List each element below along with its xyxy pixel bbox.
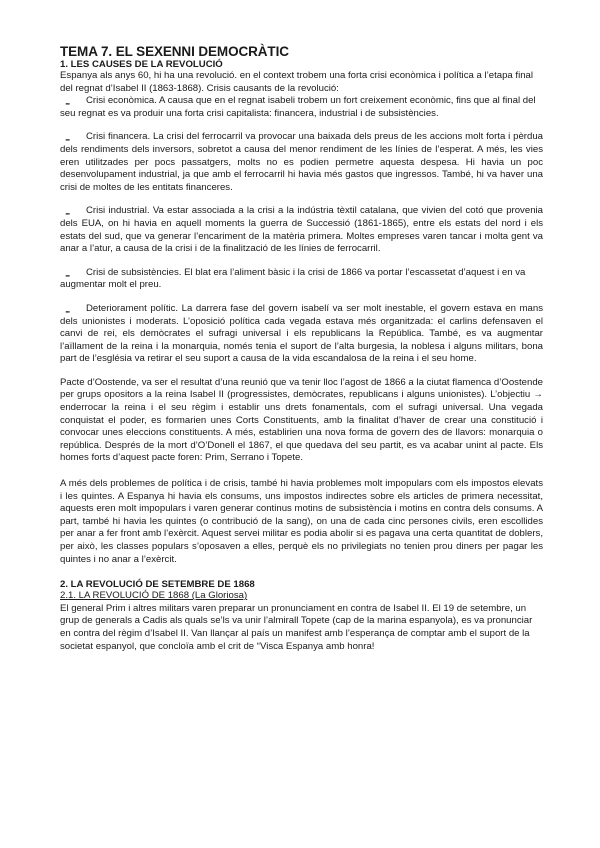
page-title: TEMA 7. EL SEXENNI DEMOCRÀTIC — [60, 44, 289, 59]
bullet-dash: - — [65, 131, 71, 149]
section-1-heading: 1. LES CAUSES DE LA REVOLUCIÓ — [60, 59, 223, 70]
section-2-heading: 2. LA REVOLUCIÓ DE SETEMBRE DE 1868 — [60, 579, 255, 591]
bullet-item-subsistence — [60, 267, 543, 292]
bullet-dash: - — [65, 302, 71, 320]
bullet-dash: - — [65, 205, 71, 223]
bullet-item-political — [60, 303, 543, 366]
section-2-1-subheading: 2.1. LA REVOLUCIÓ DE 1868 (La Gloriosa) — [60, 590, 248, 602]
section-1-intro: Espanya als anys 60, hi ha una revolució. en el context trobem una forta crisi econòmica i política a l’etapa final del regnat d’Isabel II (1863-1868). Crisis causants de la revolució: — [60, 70, 534, 94]
taxes-quintes-paragraph: A més dels problemes de política i de crisis, també hi havia problemes molt impopulars com els impostos elevats i les quintes. A Espanya hi havia els consums, uns impostos indirectes sobre els articles de primera necessitat, aquests eren molt impopulars i varen generar continus motins de subsistència i motins en contra dels consums. A part, també hi havia les quintes (o contribució de la sang), on una de cada cinc persones civils, eren escollides per anar a fer front amb l’exèrcit. Aquest servei militar es podia abolir si es pagava una certa quantitat de doblers, per això, les classes populars s’oposaven a elles, perquè els no privilegiats no tenien prou diners per pagar les quintes i no anar a l’exèrcit. — [60, 478, 543, 565]
bullet-text: Crisi industrial. Va estar associada a la crisi a la indústria tèxtil catalana, que vivien del cotó que provenia dels EUA, on hi havia en aquell moments la guerra de Successió (1861-1865), entre els estats del nord i els estats del sud, que va generar l’encariment de la matèria primera. Moltes empreses varen tancar i molta gent va anar a l’atur, a causa de la crisi i de la finalització de les línies de ferrocarril. — [60, 205, 543, 255]
bullet-text: Crisi econòmica. A causa que en el regnat isabeli trobem un fort creixement econòmic, fins que al final del seu regnat es va produir una forta crisi capitalista: financera, industrial i de subsistències. — [60, 95, 536, 119]
document-content — [60, 44, 543, 653]
section-2-1-paragraph: El general Prim i altres militars varen preparar un pronunciament en contra de Isabel II. El 19 de setembre, un grup de generals a Cadis als quals se’ls va unir l’almirall Topete (cap de la marina espanyola), es va pronunciar en contra del règim d’Isabel II. Van llançar al país un manifest amb l’esperança de comptar amb el suport de la societat espanyol, que concloïa amb el crit de “Visca Espanya amb honra! — [60, 602, 533, 652]
bullet-item-economic — [60, 95, 543, 120]
bullet-item-industrial — [60, 205, 543, 255]
bullet-text: Crisi de subsistències. El blat era l’aliment bàsic i la crisi de 1866 va portar l’escassetat d’aquest i en va augmentar molt el preu. — [60, 266, 526, 291]
bullet-dash: - — [65, 95, 71, 113]
bullet-text: Crisi financera. La crisi del ferrocarril va provocar una baixada dels preus de les accions molt forta i pèrdua dels rendiments dels inversors, sobretot a causa del menor rendiment de les línies de l’esperat. A més, les vies eren utilitzades per pocs passatgers, molts no es podien permetre aquesta despesa. Hi havia un poc desenvolupament industrial, ja que amb el ferrocarril hi havia més gastos que ingressos. També, hi va haver una crisi de moltes de les entitats financeres. — [60, 131, 543, 193]
bullet-dash: - — [65, 266, 71, 284]
bullet-item-financial — [60, 131, 543, 194]
bullet-text: Deteriorament polític. La darrera fase del govern isabelí va ser molt inestable, el govern estava en mans dels unionistes i moderats. L’oposició política cada vegada estava més organitzada: el carlins defensaven el canvi de rei, els demòcrates el sufragi universal i els republicans la República. També, es va augmentar l’aïllament de la reina i la monarquia, només tenia el suport de l’alta burgesia, la noblesa i alguns militars, bona part de l’església va retirar el seu suport a causa de la vida escandalosa de la reina i el seu home. — [60, 302, 543, 365]
ostende-pact-paragraph: Pacte d’Oostende, va ser el resultat d’una reunió que va tenir lloc l’agost de 1866 a la ciutat flamenca d’Oostende per grups opositors a la reina Isabel II (progressistes, demòcrates, republicans i alguns unionistes). L’objectiu → enderrocar la reina i el seu règim i establir uns drets fonamentals, com el sufragi universal. Una vegada conquistat el poder, es formarien unes Corts Constituents, amb la finalitat d’haver de crear una constitució i convocar unes eleccions constituents. A més, establirien una nova forma de govern des de llavors: monarquia o república. Després de la mort d’O’Donell el 1867, el que quedava del seu partit, es va acabar unint al pacte. Els homes forts d’aquest pacte foren: Prim, Serrano i Topete. — [60, 376, 543, 464]
